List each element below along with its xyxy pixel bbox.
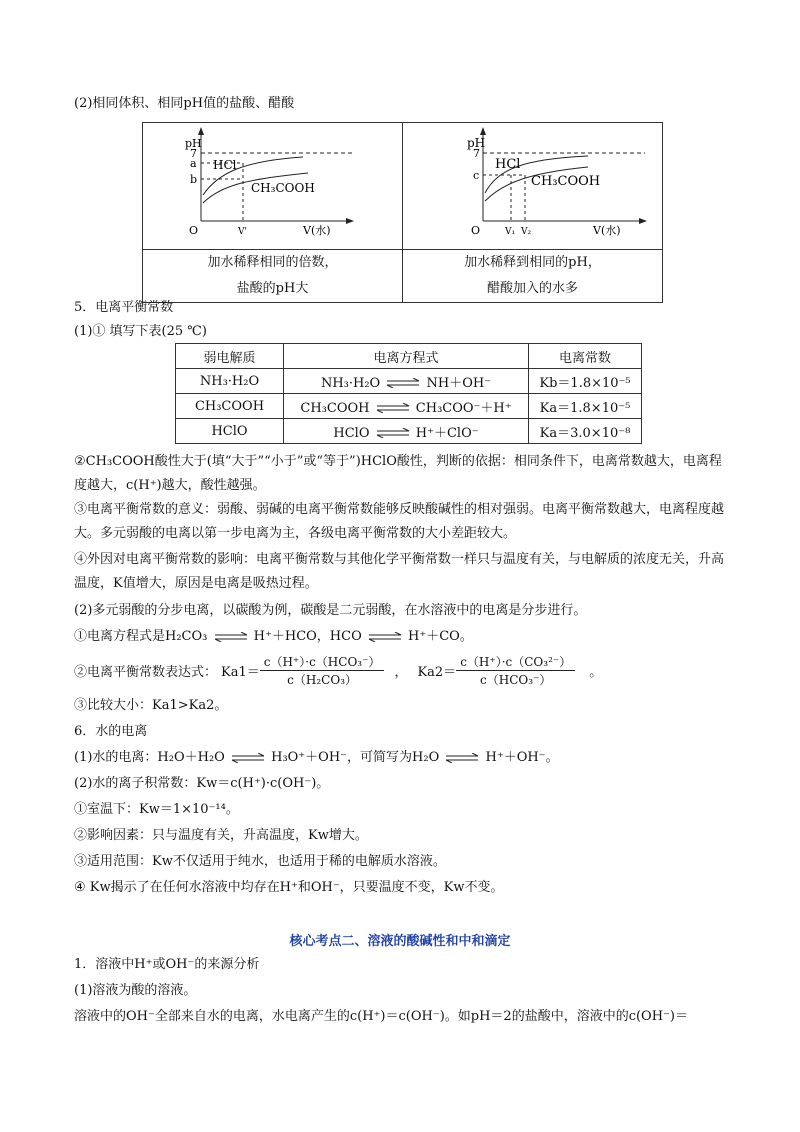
paragraph-external-factors: ④外因对电离平衡常数的影响：电离平衡常数与其他化学平衡常数一样只与温度有关，与电解质的浓度无关，升高温度，K值增大，原因是电离是吸热过程。 bbox=[74, 552, 725, 591]
ka-expression bbox=[74, 650, 602, 690]
right-x-label: V(水) bbox=[593, 224, 621, 237]
equation-left: HClO bbox=[333, 425, 370, 441]
water-scope: ③适用范围：Kw不仅适用于纯水，也适用于稀的电解质水溶液。 bbox=[74, 854, 446, 869]
cell-equation bbox=[284, 369, 529, 394]
left-y-label: pH bbox=[185, 137, 202, 150]
right-y-arrow bbox=[480, 127, 486, 135]
right-ph-graph bbox=[403, 123, 662, 245]
cell-equation bbox=[284, 394, 529, 419]
ka-expr-end: 。 bbox=[589, 664, 603, 680]
right-graph-cell bbox=[403, 123, 663, 250]
table-row bbox=[176, 419, 642, 444]
section-6-title: 6．水的电离 bbox=[74, 724, 148, 739]
right-ch3cooh-label: CH₃COOH bbox=[531, 174, 601, 189]
left-ph-graph bbox=[143, 123, 402, 245]
water-eq-mid: H₃O⁺＋OH⁻，可简写为H₂O bbox=[271, 750, 440, 765]
acid-solution-title: (1)溶液为酸的溶液。 bbox=[74, 983, 197, 998]
section-5-title: 5．电离平衡常数 bbox=[74, 300, 174, 315]
table-header-row bbox=[176, 344, 642, 369]
table-row bbox=[176, 369, 642, 394]
carbonic-eq-prefix: ①电离方程式是H₂CO₃ bbox=[74, 629, 208, 644]
header-electrolyte: 弱电解质 bbox=[176, 344, 284, 369]
cell-electrolyte: CH₃COOH bbox=[176, 394, 284, 419]
left-hcl-label: HCl bbox=[213, 158, 237, 172]
right-caption bbox=[403, 250, 663, 303]
carbonic-eq-mid: H⁺＋HCO，HCO bbox=[253, 629, 362, 644]
graph-comparison-table bbox=[142, 122, 663, 303]
left-x-arrow bbox=[346, 218, 354, 224]
right-x-arrow bbox=[639, 218, 647, 224]
equation-left: NH₃·H₂O bbox=[320, 375, 381, 391]
ka2-numerator: c（H⁺）·c（CO₃²⁻） bbox=[456, 653, 575, 671]
left-y-arrow bbox=[198, 127, 204, 135]
ionization-constant-table bbox=[175, 343, 642, 444]
cell-electrolyte: HClO bbox=[176, 419, 284, 444]
left-y-tick-a: a bbox=[190, 157, 197, 170]
water-ionization-equation bbox=[74, 748, 559, 768]
section-5-1: (1)① 填写下表(25 ℃) bbox=[74, 324, 207, 339]
ka-expr-prefix: ②电离平衡常数表达式： bbox=[74, 664, 218, 680]
carbonic-eq-suffix: H⁺＋CO。 bbox=[408, 629, 473, 644]
left-caption-line1: 加水稀释相同的倍数， bbox=[207, 255, 338, 270]
right-caption-line1: 加水稀释到相同的pH， bbox=[464, 255, 601, 270]
right-y-label: pH bbox=[467, 136, 486, 150]
right-origin: O bbox=[471, 224, 481, 237]
left-origin: O bbox=[189, 224, 199, 237]
paragraph-constant-meaning: ③电离平衡常数的意义：弱酸、弱碱的电离平衡常数能够反映酸碱性的相对强弱。电离平衡常数越大，电离程度越大。多元弱酸的电离以第一步电离为主，各级电离平衡常数的大小差距较大。 bbox=[74, 502, 725, 541]
source-analysis-title: 1．溶液中H⁺或OH⁻的来源分析 bbox=[74, 957, 260, 972]
right-hcl-label: HCl bbox=[495, 157, 521, 172]
ka1-fraction bbox=[260, 653, 385, 688]
ka1-numerator: c（H⁺）·c（HCO₃⁻） bbox=[260, 653, 385, 671]
equilibrium-arrow-icon bbox=[214, 632, 248, 642]
right-x-tick-2: V₂ bbox=[521, 227, 532, 237]
cell-constant: Ka＝1.8×10⁻⁵ bbox=[529, 394, 642, 419]
paragraph-polyprotic: (2)多元弱酸的分步电离，以碳酸为例，碳酸是二元弱酸，在水溶液中的电离是分步进行。 bbox=[74, 603, 587, 618]
ka-comparison: ③比较大小：Ka1>Ka2。 bbox=[74, 698, 228, 713]
equilibrium-arrow-icon bbox=[445, 753, 479, 763]
water-influence: ②影响因素：只与温度有关，升高温度，Kw增大。 bbox=[74, 828, 368, 843]
water-eq-prefix: (1)水的电离：H₂O＋H₂O bbox=[74, 750, 225, 765]
left-graph-cell bbox=[143, 123, 403, 250]
ka1-denominator: c（H₂CO₃） bbox=[287, 672, 357, 687]
left-caption-line2: 盐酸的pH大 bbox=[236, 281, 309, 296]
equilibrium-arrow-icon bbox=[386, 378, 420, 388]
water-reveal: ④ Kw揭示了在任何水溶液中均存在H⁺和OH⁻，只要温度不变，Kw不变。 bbox=[74, 880, 504, 895]
paragraph-acidity-comparison: ②CH₃COOH酸性大于(填“大于”“小于”或“等于”)HClO酸性，判断的依据：相同条件下，电离常数越大，电离程度越大，c(H⁺)越大，酸性越强。 bbox=[74, 454, 722, 493]
water-eq-suffix: H⁺＋OH⁻。 bbox=[485, 750, 559, 765]
header-constant: 电离常数 bbox=[529, 344, 642, 369]
right-caption-line2: 醋酸加入的水多 bbox=[486, 281, 578, 296]
acid-solution-text: 溶液中的OH⁻全部来自水的电离，水电离产生的c(H⁺)＝c(OH⁻)。如pH＝2的盐酸中，溶液中的c(OH⁻)＝ bbox=[74, 1009, 688, 1024]
equation-right: NH＋OH⁻ bbox=[426, 375, 492, 391]
equilibrium-arrow-icon bbox=[376, 403, 410, 413]
cell-electrolyte: NH₃·H₂O bbox=[176, 369, 284, 394]
core-point-heading: 核心考点二、溶液的酸碱性和中和滴定 bbox=[289, 934, 511, 949]
ka-separator: ， bbox=[394, 664, 408, 680]
section-2-title: (2)相同体积、相同pH值的盐酸、醋酸 bbox=[74, 96, 295, 111]
water-ion-product: (2)水的离子积常数：Kw＝c(H⁺)·c(OH⁻)。 bbox=[74, 776, 330, 791]
water-room-temp: ①室温下：Kw＝1×10⁻¹⁴。 bbox=[74, 802, 239, 817]
equilibrium-arrow-icon bbox=[231, 753, 265, 763]
equation-right: CH₃COO⁻＋H⁺ bbox=[415, 400, 512, 416]
ka2-label: Ka2＝ bbox=[417, 664, 457, 680]
carbonic-equation bbox=[74, 627, 473, 647]
left-caption bbox=[143, 250, 403, 303]
left-x-tick: V' bbox=[238, 227, 247, 237]
right-x-tick-1: V₁ bbox=[505, 227, 516, 237]
table-row bbox=[176, 394, 642, 419]
left-y-tick-b: b bbox=[190, 173, 198, 186]
equilibrium-arrow-icon bbox=[368, 632, 402, 642]
left-y-tick-7: 7 bbox=[190, 147, 197, 160]
equation-right: H⁺＋ClO⁻ bbox=[415, 425, 479, 441]
header-equation: 电离方程式 bbox=[284, 344, 529, 369]
equation-left: CH₃COOH bbox=[300, 400, 370, 416]
ka2-fraction bbox=[456, 653, 575, 688]
left-x-label: V(水) bbox=[303, 224, 331, 237]
ka2-denominator: c（HCO₃⁻） bbox=[480, 672, 552, 687]
right-y-tick-c: c bbox=[473, 169, 480, 182]
equilibrium-arrow-icon bbox=[376, 428, 410, 438]
cell-constant: Ka＝3.0×10⁻⁸ bbox=[529, 419, 642, 444]
left-ch3cooh-label: CH₃COOH bbox=[251, 181, 315, 195]
cell-constant: Kb＝1.8×10⁻⁵ bbox=[529, 369, 642, 394]
ka1-label: Ka1＝ bbox=[221, 664, 260, 680]
cell-equation bbox=[284, 419, 529, 444]
right-y-tick-7: 7 bbox=[473, 147, 480, 160]
